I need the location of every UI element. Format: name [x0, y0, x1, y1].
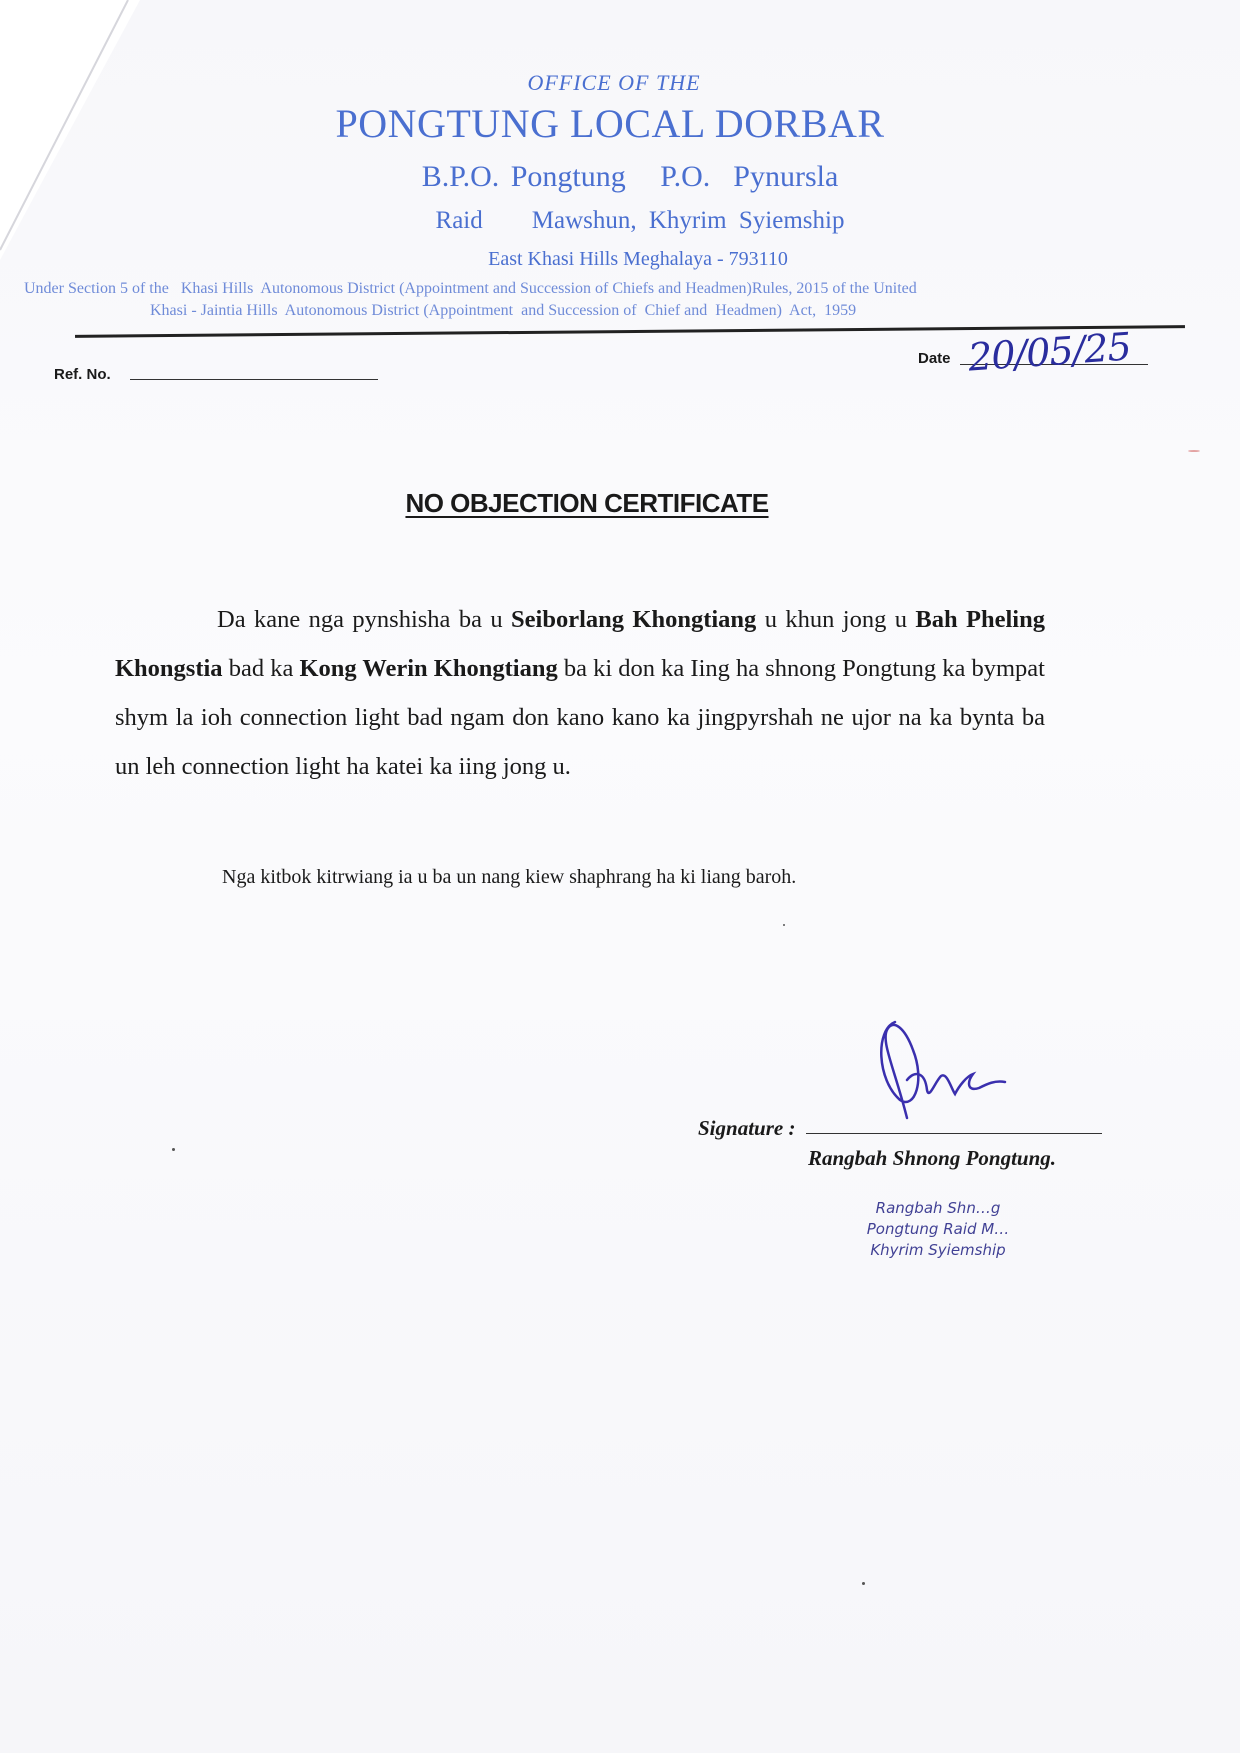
ref-line [130, 379, 378, 380]
body-text-d: ba ki don ka Iing ha shnong Pongtung ka bympat shym la ioh connection light bad ngam don kano kano ka jingpyrshah ne ujor na ka bynta ba un leh connection light ha katei ka iing jong u. [115, 655, 1045, 780]
letterhead-office: OFFICE OF THE [527, 70, 701, 95]
signature-scribble [855, 1010, 1025, 1130]
paper-speck [783, 924, 785, 926]
letterhead-district: East Khasi Hills Meghalaya - 793110 [488, 248, 788, 270]
paper-speck [862, 1582, 865, 1585]
body-text-a: Da kane nga pynshisha ba u [217, 606, 512, 633]
certificate-title: NO OBJECTION CERTIFICATE [405, 488, 769, 518]
mother-name: Kong Werin Khongtiang [299, 655, 558, 682]
paper-mark [1188, 450, 1200, 452]
letterhead-raid: Raid Mawshun, Khyrim Syiemship [435, 207, 845, 234]
letterhead-name: PONGTUNG LOCAL DORBAR [335, 101, 885, 146]
closing-remark: Nga kitbok kitrwiang ia u ba un nang kiew shaphrang ha ki liang baroh. [222, 866, 797, 888]
paper-speck [172, 1148, 175, 1151]
applicant-name: Seiborlang Khongtiang [511, 606, 757, 633]
body-text-b: u khun jong u [756, 606, 916, 633]
stamp-line-3: Khyrim Syiemship [870, 1241, 1006, 1259]
certificate-body [115, 595, 1045, 791]
letterhead-act-line-2: Khasi - Jaintia Hills Autonomous District (Appointment and Succession of Chief and Headmen) Act, 1959 [150, 302, 857, 319]
letterhead-act-line-1: Under Section 5 of the Khasi Hills Autonomous District (Appointment and Succession of Chiefs and Headmen)Rules, 2015 of the United [24, 280, 917, 297]
stamp-line-1: Rangbah Shn…g [875, 1199, 1001, 1217]
body-text-c: bad ka [222, 655, 300, 682]
letterhead-post: B.P.O. Pongtung P.O. Pynursla [421, 160, 839, 193]
signature-line [806, 1133, 1102, 1134]
date-label: Date [918, 350, 951, 367]
signature-label: Signature : [698, 1116, 796, 1140]
ref-label: Ref. No. [54, 366, 111, 383]
signatory-designation: Rangbah Shnong Pongtung. [808, 1146, 1057, 1170]
office-stamp [818, 1198, 1058, 1261]
father-name: Bah Pheling Khongstia [115, 606, 1045, 682]
stamp-line-2: Pongtung Raid M… [866, 1220, 1010, 1238]
handwritten-date: 20/05/25 [966, 324, 1133, 380]
